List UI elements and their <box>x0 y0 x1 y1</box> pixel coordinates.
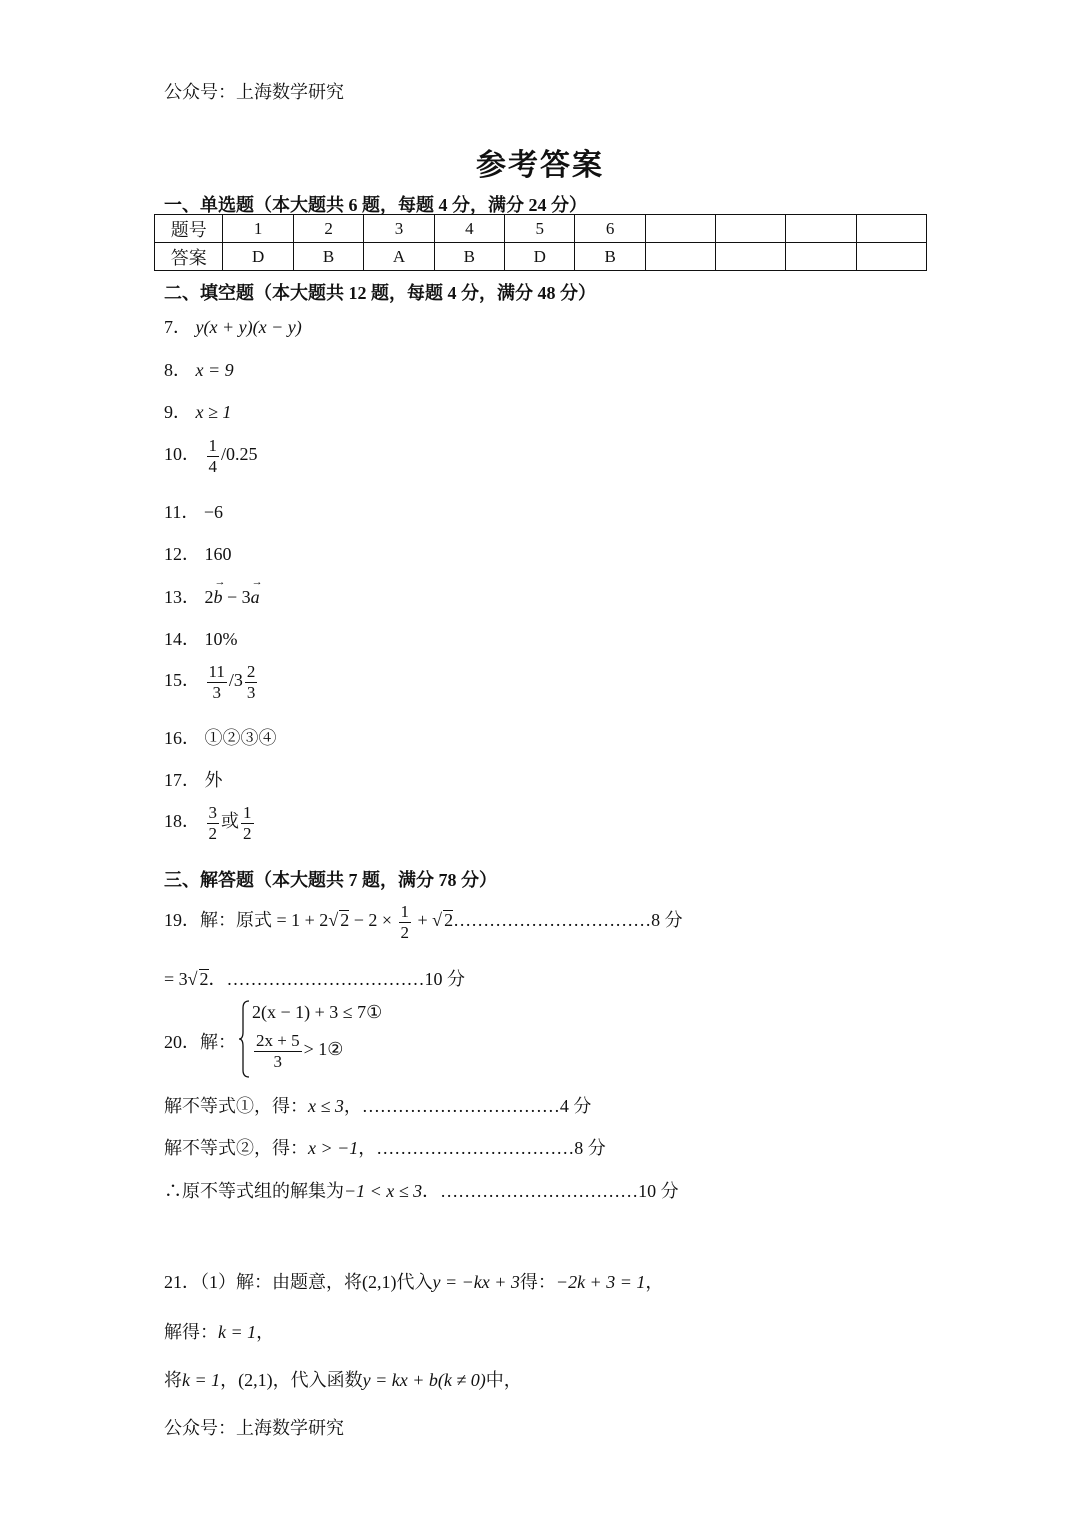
score-dots: ，……………………………4 分 <box>343 1096 592 1116</box>
answer-expression: 160 <box>204 544 232 564</box>
answer-number: 15． <box>164 670 200 691</box>
solution-text: 21．（1）解：由题意，将 <box>164 1272 362 1292</box>
table-cell: 6 <box>575 215 645 243</box>
solution-text: 得： <box>519 1272 556 1292</box>
fraction-numerator: 1 <box>243 803 252 822</box>
table-cell <box>645 215 715 243</box>
solution-21-line2 <box>164 1318 274 1344</box>
solution-text: 代入 <box>396 1272 433 1292</box>
answer-8 <box>164 356 234 382</box>
answer-18 <box>164 803 256 843</box>
fraction <box>207 662 227 702</box>
answer-number: 11． <box>164 502 200 522</box>
table-cell: 3 <box>364 215 434 243</box>
solution-text: 解不等式②，得： <box>164 1138 308 1158</box>
page-title: 参考答案 <box>476 149 604 182</box>
table-cell: 5 <box>505 215 575 243</box>
section1-heading: 一、单选题（本大题共 6 题，每题 4 分，满分 24 分） <box>164 195 587 215</box>
fraction <box>254 1031 302 1071</box>
fraction-denominator: 3 <box>273 1051 283 1071</box>
fraction-denominator: 4 <box>208 456 217 476</box>
answer-7 <box>164 313 302 339</box>
fraction-numerator: 3 <box>208 803 217 822</box>
solution-math: (2,1) <box>238 1370 273 1390</box>
sqrt-radicand: 2 <box>340 910 350 931</box>
solution-math: k = 1 <box>182 1370 221 1390</box>
fraction-denominator: 3 <box>246 682 256 702</box>
fraction <box>241 803 254 843</box>
table-cell <box>786 215 856 243</box>
solution-text: + <box>413 910 433 931</box>
fraction <box>207 803 220 843</box>
section2-heading: 二、填空题（本大题共 12 题，每题 4 分，满分 48 分） <box>164 283 596 303</box>
solution-math: x > −1 <box>308 1138 359 1158</box>
solution-21-line1 <box>164 1268 663 1294</box>
answer-12 <box>164 540 232 566</box>
sqrt-radicand: 2 <box>199 969 209 989</box>
table-cell: 2 <box>293 215 363 243</box>
table-cell <box>716 215 786 243</box>
solution-math: −2k + 3 = 1 <box>555 1272 646 1292</box>
table-cell: 4 <box>434 215 504 243</box>
sqrt-sign: √ <box>328 910 339 931</box>
fraction-numerator: 2x + 5 <box>256 1031 300 1050</box>
answer-number: 7． <box>164 317 191 337</box>
fraction-denominator: 2 <box>243 823 252 843</box>
answer-number: 18． <box>164 811 200 832</box>
answer-expression: ①②③④ <box>204 728 277 748</box>
solution-20-line1 <box>164 1092 591 1118</box>
answer-number: 10． <box>164 444 200 465</box>
solution-math: (2,1) <box>362 1272 397 1292</box>
solution-math: y = −kx + 3 <box>432 1272 520 1292</box>
solution-text: = 3 <box>164 969 188 989</box>
table-cell <box>716 243 786 271</box>
system-brace-icon <box>238 1000 250 1078</box>
score-dots: ……………………………8 分 <box>453 910 683 931</box>
table-row <box>155 215 927 243</box>
table-cell: B <box>434 243 504 271</box>
inequality-2 <box>252 1031 343 1071</box>
answer-9 <box>164 398 231 424</box>
solution-text: ， <box>220 1370 239 1390</box>
fraction-numerator: 11 <box>208 662 225 681</box>
fraction <box>399 902 412 942</box>
solution-19-line2 <box>164 965 465 991</box>
solution-math: x ≤ 3 <box>308 1096 344 1116</box>
header-source-text: 公众号：上海数学研究 <box>164 82 344 102</box>
solution-21-line3 <box>164 1366 522 1392</box>
inequality-rest: > 1② <box>303 1039 344 1060</box>
answer-table <box>154 214 927 271</box>
answer-11 <box>164 498 223 524</box>
solution-text: ∴原不等式组的解集为 <box>164 1181 344 1201</box>
answer-expression: 或 <box>221 811 239 832</box>
coefficient: 2 <box>204 587 214 607</box>
table-cell: A <box>364 243 434 271</box>
solution-math: y = kx + b(k ≠ 0) <box>362 1370 486 1390</box>
sqrt-sign: √ <box>187 969 198 989</box>
vector-a: → a <box>251 587 260 608</box>
answer-number: 17． <box>164 770 200 790</box>
inequality-1: 2(x − 1) + 3 ≤ 7① <box>252 1002 383 1022</box>
row-label-answer: 答案 <box>155 243 223 271</box>
solution-text: ． <box>208 969 227 989</box>
answer-expression: x ≥ 1 <box>195 402 232 422</box>
table-cell <box>856 243 926 271</box>
fraction-numerator: 1 <box>208 436 217 455</box>
solution-text: 解：原式 = 1 + 2 <box>200 910 329 931</box>
answer-expression: y(x + y)(x − y) <box>195 317 302 337</box>
answer-16 <box>164 724 277 750</box>
fraction-numerator: 2 <box>246 662 256 681</box>
fraction-denominator: 2 <box>208 823 217 843</box>
answer-expression: −6 <box>203 502 223 522</box>
fraction-denominator: 3 <box>212 682 221 702</box>
operator: − 3 <box>222 587 251 607</box>
score-dots: ……………………………10 分 <box>226 969 466 989</box>
answer-number: 12． <box>164 544 200 564</box>
solution-text: ，代入函数 <box>272 1370 363 1390</box>
solution-text: ， <box>645 1272 664 1292</box>
answer-number: 20． <box>164 1032 200 1052</box>
solution-text: 将 <box>164 1370 182 1390</box>
table-cell: 1 <box>223 215 293 243</box>
table-cell: B <box>575 243 645 271</box>
sqrt-radicand: 2 <box>444 910 454 931</box>
row-label-number: 题号 <box>155 215 223 243</box>
answer-number: 19． <box>164 910 200 931</box>
fraction <box>207 436 220 476</box>
solution-20-line3 <box>164 1177 679 1203</box>
score-dots: ，……………………………8 分 <box>358 1138 606 1158</box>
fraction-denominator: 2 <box>400 922 410 942</box>
solution-text: 解： <box>200 1032 236 1052</box>
solution-text: ， <box>256 1322 275 1342</box>
sqrt-sign: √ <box>432 910 443 931</box>
score-dots: ．……………………………10 分 <box>422 1181 679 1201</box>
table-cell <box>645 243 715 271</box>
vector-b: → b <box>214 587 223 608</box>
solution-19-line1 <box>164 902 683 942</box>
solution-text: 解不等式①，得： <box>164 1096 308 1116</box>
solution-text: − 2 × <box>349 910 397 931</box>
solution-math: −1 < x ≤ 3 <box>344 1181 423 1201</box>
table-cell <box>786 243 856 271</box>
solution-20-label <box>164 1028 236 1054</box>
section3-heading: 三、解答题（本大题共 7 题，满分 78 分） <box>164 870 497 890</box>
table-cell <box>856 215 926 243</box>
answer-expression: /0.25 <box>221 444 258 465</box>
table-cell: B <box>293 243 363 271</box>
footer-source-text: 公众号：上海数学研究 <box>164 1418 344 1438</box>
fraction-numerator: 1 <box>400 902 410 921</box>
answer-number: 14． <box>164 629 200 649</box>
answer-expression: 外 <box>204 770 223 790</box>
table-cell: D <box>505 243 575 271</box>
answer-15 <box>164 662 259 702</box>
answer-13 <box>164 583 260 609</box>
answer-number: 16． <box>164 728 200 748</box>
answer-expression: /3 <box>228 670 243 691</box>
answer-expression: 10% <box>204 629 238 649</box>
answer-number: 13． <box>164 587 200 607</box>
solution-math: k = 1 <box>218 1322 257 1342</box>
solution-20-line2 <box>164 1134 606 1160</box>
answer-number: 8． <box>164 360 191 380</box>
solution-text: 中， <box>485 1370 522 1390</box>
answer-14 <box>164 625 238 651</box>
table-row <box>155 243 927 271</box>
answer-17 <box>164 766 223 792</box>
answer-number: 9． <box>164 402 191 422</box>
table-cell: D <box>223 243 293 271</box>
answer-expression: x = 9 <box>195 360 234 380</box>
fraction <box>245 662 258 702</box>
answer-10 <box>164 436 258 476</box>
solution-text: 解得： <box>164 1322 218 1342</box>
